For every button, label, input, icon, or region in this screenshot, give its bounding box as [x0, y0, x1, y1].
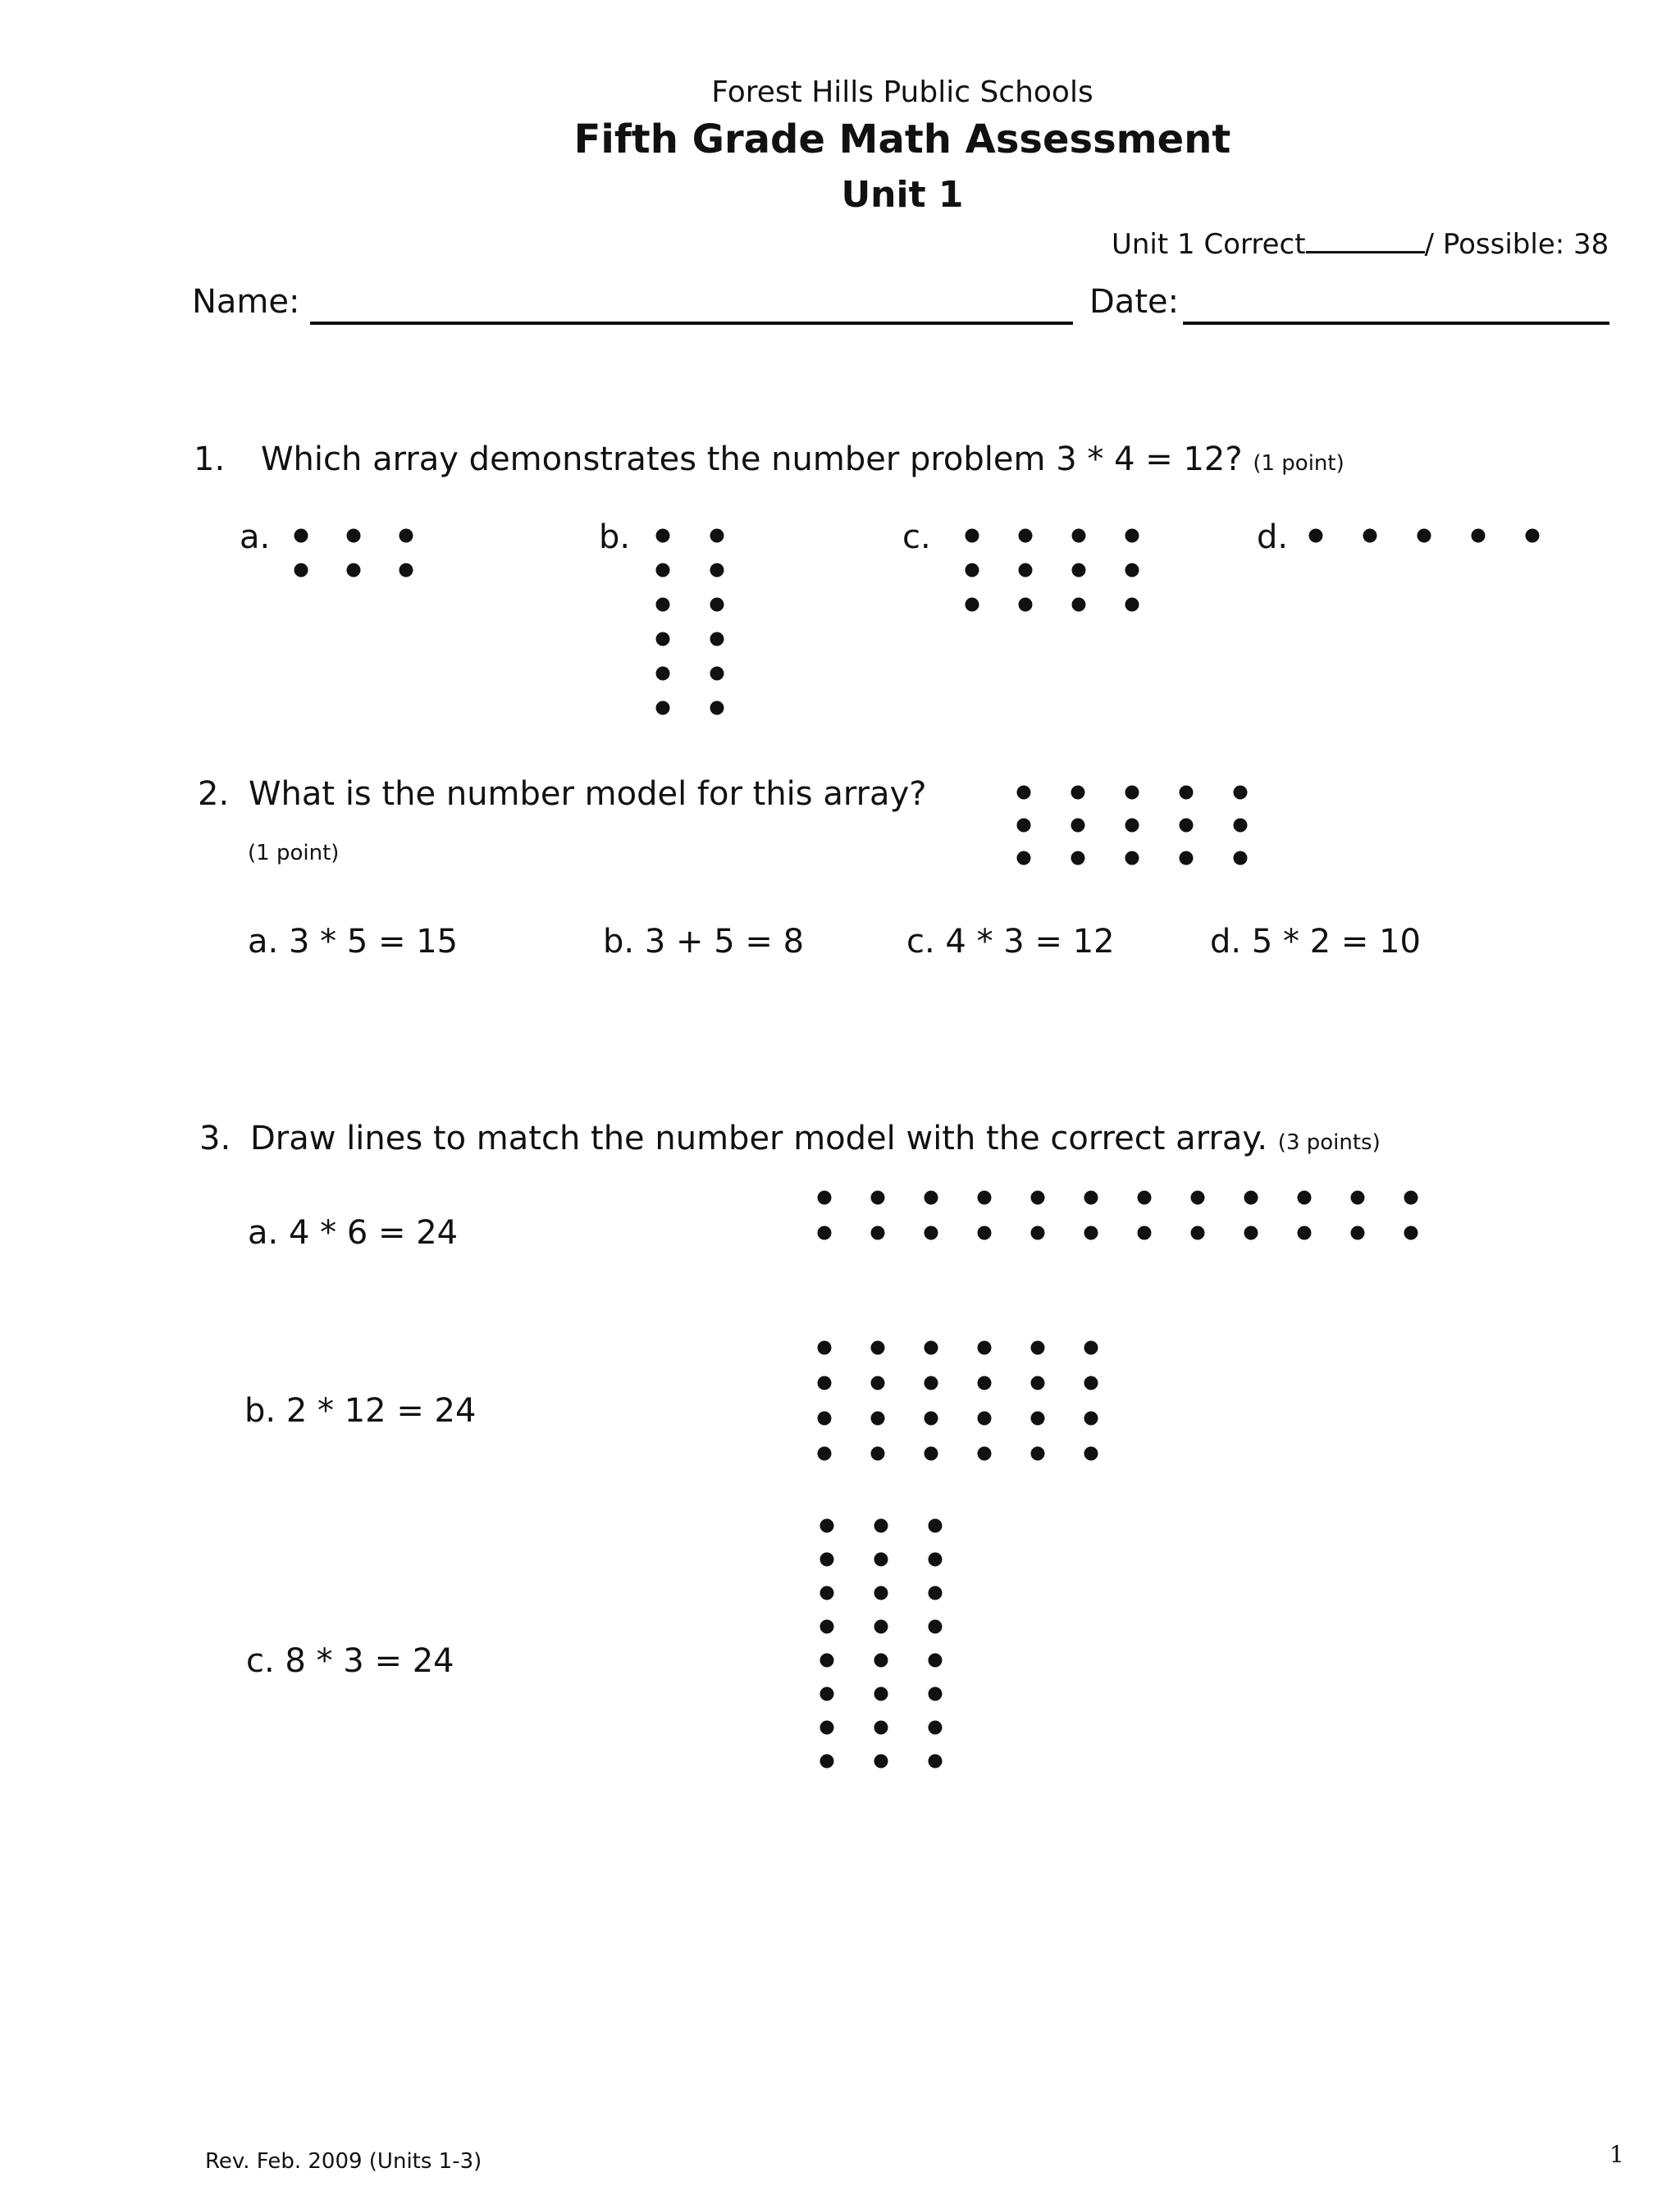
- q1-array-c[interactable]: [966, 529, 1139, 612]
- unit-title: Unit 1: [841, 174, 964, 216]
- q3-array-1-dot: [1244, 1226, 1258, 1240]
- q3-array-1-dot: [978, 1191, 992, 1205]
- q2-option-a[interactable]: a. 3 * 5 = 15: [248, 923, 459, 961]
- q3-array-1-dot: [978, 1226, 992, 1240]
- question-3-number: 3.: [199, 1120, 231, 1157]
- q3-array-1-dot: [871, 1226, 885, 1240]
- page-number: 1: [1609, 2141, 1624, 2168]
- q3-array-2-dot: [1084, 1447, 1098, 1461]
- q3-array-2-dot: [871, 1341, 885, 1355]
- q3-model-a[interactable]: a. 4 * 6 = 24: [248, 1214, 459, 1252]
- q2-option-b[interactable]: b. 3 + 5 = 8: [603, 923, 805, 961]
- q3-array-1-dot: [1244, 1191, 1258, 1205]
- q2-array: [1017, 786, 1248, 865]
- q2-dot: [1071, 786, 1085, 800]
- q2-dot: [1071, 819, 1085, 833]
- q3-array-2-dot: [1084, 1341, 1098, 1355]
- question-1-prompt: Which array demonstrates the number problem 3 * 4 = 12?: [261, 440, 1243, 478]
- q1-b-dot: [656, 564, 670, 577]
- q1-b-dot: [656, 529, 670, 543]
- q1-a-dot: [294, 564, 308, 577]
- question-1-points: (1 point): [1253, 451, 1344, 476]
- q2-dot: [1234, 851, 1248, 865]
- q3-array-2-dot: [871, 1412, 885, 1426]
- q1-option-a-label[interactable]: a.: [240, 518, 271, 556]
- q1-a-dot: [294, 529, 308, 543]
- q2-dot: [1071, 851, 1085, 865]
- q1-b-dot: [656, 701, 670, 715]
- q1-d-dot: [1418, 529, 1431, 543]
- q3-array-3-dot: [820, 1519, 834, 1533]
- q2-dot: [1017, 819, 1031, 833]
- q3-array-3-dot: [929, 1553, 943, 1567]
- q3-array-2-dot: [1084, 1412, 1098, 1426]
- q3-array-3-dot: [874, 1687, 888, 1701]
- q1-c-dot: [1072, 564, 1086, 577]
- q3-array-3-dot: [820, 1721, 834, 1735]
- q3-array-3-dot: [874, 1553, 888, 1567]
- q3-array-3-dot: [874, 1586, 888, 1600]
- school-name: Forest Hills Public Schools: [711, 75, 1093, 109]
- q3-array-3-dot: [874, 1654, 888, 1668]
- q3-array-1-dot: [818, 1191, 832, 1205]
- q1-a-dot: [399, 529, 413, 543]
- q1-c-dot: [966, 598, 979, 612]
- q2-dot: [1180, 786, 1194, 800]
- q1-a-dot: [347, 529, 361, 543]
- q3-array-1-dot: [1351, 1191, 1365, 1205]
- q1-c-dot: [1125, 598, 1139, 612]
- q1-c-dot: [1019, 564, 1033, 577]
- q1-a-dot: [347, 564, 361, 577]
- assessment-title: Fifth Grade Math Assessment: [573, 116, 1231, 162]
- q1-c-dot: [1072, 529, 1086, 543]
- q1-c-dot: [1125, 564, 1139, 577]
- q3-array-2-dot: [818, 1412, 832, 1426]
- q1-b-dot: [710, 564, 724, 577]
- q3-array-3-dot: [874, 1755, 888, 1769]
- q1-c-dot: [1019, 529, 1033, 543]
- q3-array-2-dot: [924, 1341, 938, 1355]
- q3-array-1-dot: [818, 1226, 832, 1240]
- q1-c-dot: [1125, 529, 1139, 543]
- q1-a-dot: [399, 564, 413, 577]
- q3-array-2-dot: [1031, 1376, 1045, 1390]
- q3-array-2-dot: [871, 1376, 885, 1390]
- q3-array-1[interactable]: [818, 1191, 1418, 1240]
- q3-array-2[interactable]: [818, 1341, 1098, 1461]
- q3-array-1-dot: [1404, 1191, 1418, 1205]
- q1-b-dot: [710, 667, 724, 681]
- q3-array-2-dot: [978, 1412, 992, 1426]
- q1-b-dot: [656, 667, 670, 681]
- q3-model-c[interactable]: c. 8 * 3 = 24: [246, 1642, 454, 1680]
- q3-array-1-dot: [1084, 1226, 1098, 1240]
- q3-array-3-dot: [820, 1654, 834, 1668]
- question-1-number: 1.: [194, 440, 226, 478]
- score-suffix: / Possible: 38: [1424, 228, 1609, 261]
- q1-b-dot: [710, 701, 724, 715]
- q3-array-3-dot: [874, 1721, 888, 1735]
- q1-option-d-label[interactable]: d.: [1257, 518, 1289, 556]
- q3-array-2-dot: [1031, 1447, 1045, 1461]
- revision-note: Rev. Feb. 2009 (Units 1-3): [205, 2149, 482, 2174]
- q3-array-2-dot: [924, 1412, 938, 1426]
- q3-array-2-dot: [978, 1341, 992, 1355]
- q3-array-3-dot: [820, 1586, 834, 1600]
- q3-array-1-dot: [1404, 1226, 1418, 1240]
- question-2-points: (1 point): [248, 841, 340, 865]
- date-label: Date:: [1089, 283, 1180, 321]
- q3-array-1-dot: [1191, 1191, 1205, 1205]
- q2-dot: [1125, 851, 1139, 865]
- q3-array-1-dot: [1138, 1191, 1152, 1205]
- q2-dot: [1234, 819, 1248, 833]
- q2-dot: [1125, 819, 1139, 833]
- q2-dot: [1017, 851, 1031, 865]
- question-3-points: (3 points): [1277, 1130, 1381, 1155]
- q3-array-2-dot: [978, 1447, 992, 1461]
- q3-array-3[interactable]: [820, 1519, 943, 1769]
- q1-option-c-label[interactable]: c.: [902, 518, 931, 556]
- q3-array-3-dot: [874, 1519, 888, 1533]
- q1-option-b-label[interactable]: b.: [599, 518, 631, 556]
- q3-array-3-dot: [929, 1654, 943, 1668]
- q1-d-dot: [1526, 529, 1540, 543]
- q1-c-dot: [1019, 598, 1033, 612]
- score-prefix: Unit 1 Correct: [1112, 228, 1306, 261]
- question-2-text: What is the number model for this array?: [249, 775, 927, 813]
- q1-d-dot: [1472, 529, 1486, 543]
- q3-array-3-dot: [929, 1620, 943, 1634]
- q3-array-2-dot: [818, 1341, 832, 1355]
- q2-dot: [1234, 786, 1248, 800]
- q3-array-1-dot: [924, 1191, 938, 1205]
- q3-array-1-dot: [1031, 1226, 1045, 1240]
- q3-array-2-dot: [978, 1376, 992, 1390]
- q2-dot: [1125, 786, 1139, 800]
- q3-array-3-dot: [929, 1687, 943, 1701]
- q3-array-1-dot: [1351, 1226, 1365, 1240]
- q3-array-2-dot: [924, 1447, 938, 1461]
- q3-array-3-dot: [929, 1755, 943, 1769]
- q3-array-3-dot: [820, 1755, 834, 1769]
- q3-array-3-dot: [820, 1553, 834, 1567]
- q1-b-dot: [710, 598, 724, 612]
- q3-array-1-dot: [924, 1226, 938, 1240]
- q1-d-dot: [1363, 529, 1377, 543]
- q1-b-dot: [656, 632, 670, 646]
- q1-c-dot: [966, 529, 979, 543]
- q3-array-2-dot: [818, 1376, 832, 1390]
- q2-dot: [1017, 786, 1031, 800]
- q3-array-1-dot: [1031, 1191, 1045, 1205]
- q3-array-3-dot: [929, 1586, 943, 1600]
- q1-b-dot: [710, 529, 724, 543]
- q1-array-b[interactable]: [656, 529, 724, 715]
- q2-dot: [1180, 819, 1194, 833]
- q3-array-3-dot: [929, 1721, 943, 1735]
- q3-array-2-dot: [1084, 1376, 1098, 1390]
- question-3-prompt: Draw lines to match the number model with the correct array.: [250, 1120, 1268, 1157]
- q3-array-3-dot: [929, 1519, 943, 1533]
- question-2-number: 2.: [198, 775, 230, 813]
- q2-option-c[interactable]: c. 4 * 3 = 12: [906, 923, 1115, 961]
- q3-array-2-dot: [871, 1447, 885, 1461]
- q1-array-a[interactable]: [294, 529, 413, 577]
- q3-array-1-dot: [1298, 1226, 1312, 1240]
- q3-array-3-dot: [820, 1620, 834, 1634]
- q1-c-dot: [966, 564, 979, 577]
- q1-c-dot: [1072, 598, 1086, 612]
- q2-dot: [1180, 851, 1194, 865]
- q3-array-1-dot: [871, 1191, 885, 1205]
- q3-array-2-dot: [818, 1447, 832, 1461]
- q3-array-1-dot: [1084, 1191, 1098, 1205]
- q3-array-2-dot: [924, 1376, 938, 1390]
- q3-model-b[interactable]: b. 2 * 12 = 24: [244, 1392, 477, 1430]
- q2-option-d[interactable]: d. 5 * 2 = 10: [1210, 923, 1421, 961]
- q3-array-2-dot: [1031, 1341, 1045, 1355]
- name-label: Name:: [192, 283, 300, 321]
- q3-array-3-dot: [820, 1687, 834, 1701]
- q3-array-2-dot: [1031, 1412, 1045, 1426]
- q1-array-d[interactable]: [1309, 529, 1540, 543]
- q1-b-dot: [710, 632, 724, 646]
- q3-array-1-dot: [1298, 1191, 1312, 1205]
- q3-array-1-dot: [1138, 1226, 1152, 1240]
- q1-b-dot: [656, 598, 670, 612]
- q3-array-3-dot: [874, 1620, 888, 1634]
- q1-d-dot: [1309, 529, 1323, 543]
- q3-array-1-dot: [1191, 1226, 1205, 1240]
